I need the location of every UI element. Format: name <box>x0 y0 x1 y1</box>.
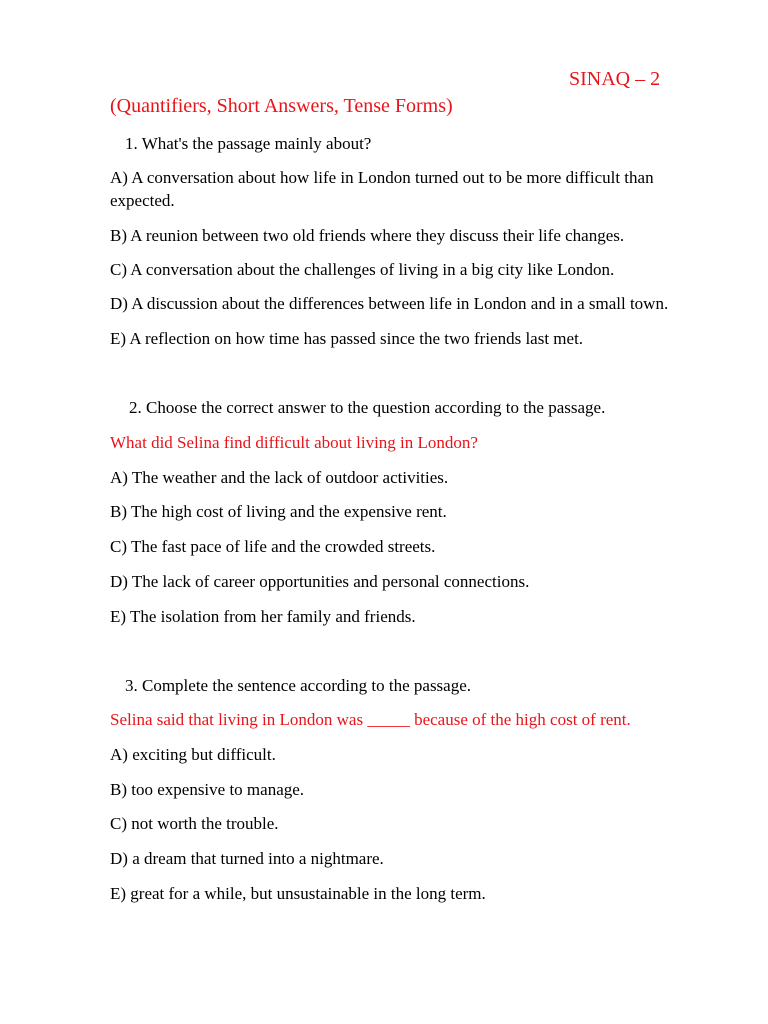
question-1-option-a: A) A conversation about how life in London turned out to be more difficult than expected. <box>110 168 654 210</box>
question-3-option-c: C) not worth the trouble. <box>110 814 279 833</box>
question-3-sub-prompt: Selina said that living in London was _____ because of the high cost of rent. <box>110 710 631 729</box>
question-2-option-c: C) The fast pace of life and the crowded streets. <box>110 537 436 556</box>
question-1-option-b: B) A reunion between two old friends where they discuss their life changes. <box>110 226 625 245</box>
question-2-sub-prompt: What did Selina find difficult about living in London? <box>110 433 478 452</box>
question-2-option-a: A) The weather and the lack of outdoor activities. <box>110 468 449 487</box>
test-title: SINAQ – 2 <box>569 68 661 90</box>
question-3-option-e: E) great for a while, but unsustainable in the long term. <box>110 884 486 903</box>
question-1-option-d: D) A discussion about the differences between life in London and in a small town. <box>110 294 669 313</box>
question-1-option-e: E) A reflection on how time has passed since the two friends last met. <box>110 329 584 348</box>
question-3-prompt: 3. Complete the sentence according to the passage. <box>125 676 472 695</box>
question-2-option-b: B) The high cost of living and the expensive rent. <box>110 502 447 521</box>
test-subtitle: (Quantifiers, Short Answers, Tense Forms) <box>110 95 453 117</box>
question-1-prompt: 1. What's the passage mainly about? <box>125 134 372 153</box>
question-2-option-e: E) The isolation from her family and friends. <box>110 607 416 626</box>
question-3-option-a: A) exciting but difficult. <box>110 745 276 764</box>
question-1-option-c: C) A conversation about the challenges of living in a big city like London. <box>110 260 615 279</box>
question-3-option-d: D) a dream that turned into a nightmare. <box>110 849 384 868</box>
question-2-option-d: D) The lack of career opportunities and personal connections. <box>110 572 530 591</box>
question-2-prompt: 2. Choose the correct answer to the question according to the passage. <box>129 398 606 417</box>
question-3-option-b: B) too expensive to manage. <box>110 780 305 799</box>
